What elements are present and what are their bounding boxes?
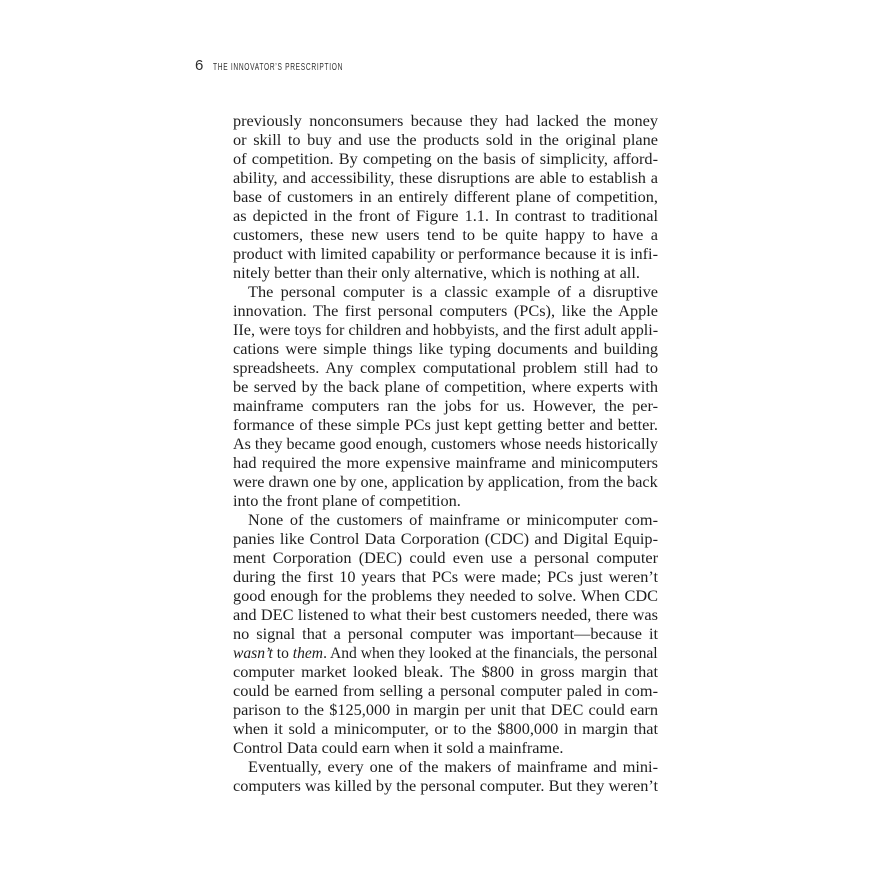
italic-text: wasn’t — [233, 643, 273, 662]
text-line: be served by the back plane of competition, where experts with — [233, 377, 658, 396]
text-line: computers was killed by the personal computer. But they weren’t — [233, 776, 658, 795]
text-line: had required the more expensive mainframe and minicomputers — [233, 453, 658, 472]
text-line: panies like Control Data Corporation (CDC) and Digital Equip- — [233, 529, 658, 548]
text-line: as depicted in the front of Figure 1.1. In contrast to traditional — [233, 206, 658, 225]
text-line: good enough for the problems they needed to solve. When CDC — [233, 586, 658, 605]
text-line: nitely better than their only alternative, which is nothing at all. — [233, 263, 640, 282]
text-line: customers, these new users tend to be quite happy to have a — [233, 225, 658, 244]
paragraph — [233, 111, 658, 282]
text-line: spreadsheets. Any complex computational problem still had to — [233, 358, 658, 377]
text-line: formance of these simple PCs just kept getting better and better. — [233, 415, 658, 434]
page-number: 6 — [195, 57, 204, 74]
text-line: Eventually, every one of the makers of mainframe and mini- — [248, 757, 658, 776]
paragraph — [233, 282, 658, 510]
text-line: cations were simple things like typing documents and building — [233, 339, 658, 358]
text-line — [233, 643, 658, 662]
text-line: IIe, were toys for children and hobbyists, and the first adult appli- — [233, 320, 659, 339]
text-line: ment Corporation (DEC) could even use a personal computer — [233, 548, 658, 567]
text-line: Control Data could earn when it sold a mainframe. — [233, 738, 564, 757]
text-line: during the first 10 years that PCs were made; PCs just weren’t — [233, 567, 658, 586]
text-line: were drawn one by one, application by application, from the back — [233, 472, 658, 491]
body-text — [233, 111, 658, 795]
text-segment: . And when they looked at the financials, the personal — [323, 643, 658, 662]
text-line: computer market looked bleak. The $800 in gross margin that — [233, 662, 658, 681]
text-line: parison to the $125,000 in margin per unit that DEC could earn — [233, 700, 658, 719]
text-line: of competition. By competing on the basis of simplicity, afford- — [233, 149, 658, 168]
text-line: or skill to buy and use the products sold in the original plane — [233, 130, 658, 149]
text-line: no signal that a personal computer was important—because it — [233, 624, 658, 643]
running-title: THE INNOVATOR’S PRESCRIPTION — [213, 61, 344, 73]
text-line: mainframe computers ran the jobs for us. However, the per- — [233, 396, 658, 415]
text-line: None of the customers of mainframe or minicomputer com- — [248, 510, 658, 529]
paragraph — [233, 510, 658, 757]
text-line: base of customers in an entirely different plane of competition, — [233, 187, 658, 206]
running-header — [195, 58, 420, 73]
text-line: could be earned from selling a personal computer paled in com- — [233, 681, 658, 700]
paragraph — [233, 757, 658, 795]
text-segment: to — [272, 643, 293, 662]
text-line: innovation. The first personal computers (PCs), like the Apple — [233, 301, 658, 320]
text-line: product with limited capability or performance because it is infi- — [233, 244, 658, 263]
text-line: when it sold a minicomputer, or to the $800,000 in margin that — [233, 719, 658, 738]
text-line: into the front plane of competition. — [233, 491, 461, 510]
text-line: and DEC listened to what their best customers needed, there was — [233, 605, 658, 624]
text-line: As they became good enough, customers whose needs historically — [233, 434, 658, 453]
text-line: ability, and accessibility, these disruptions are able to establish a — [233, 168, 658, 187]
italic-text: them — [292, 643, 324, 662]
text-line: The personal computer is a classic example of a disruptive — [248, 282, 658, 301]
text-line: previously nonconsumers because they had lacked the money — [233, 111, 658, 130]
